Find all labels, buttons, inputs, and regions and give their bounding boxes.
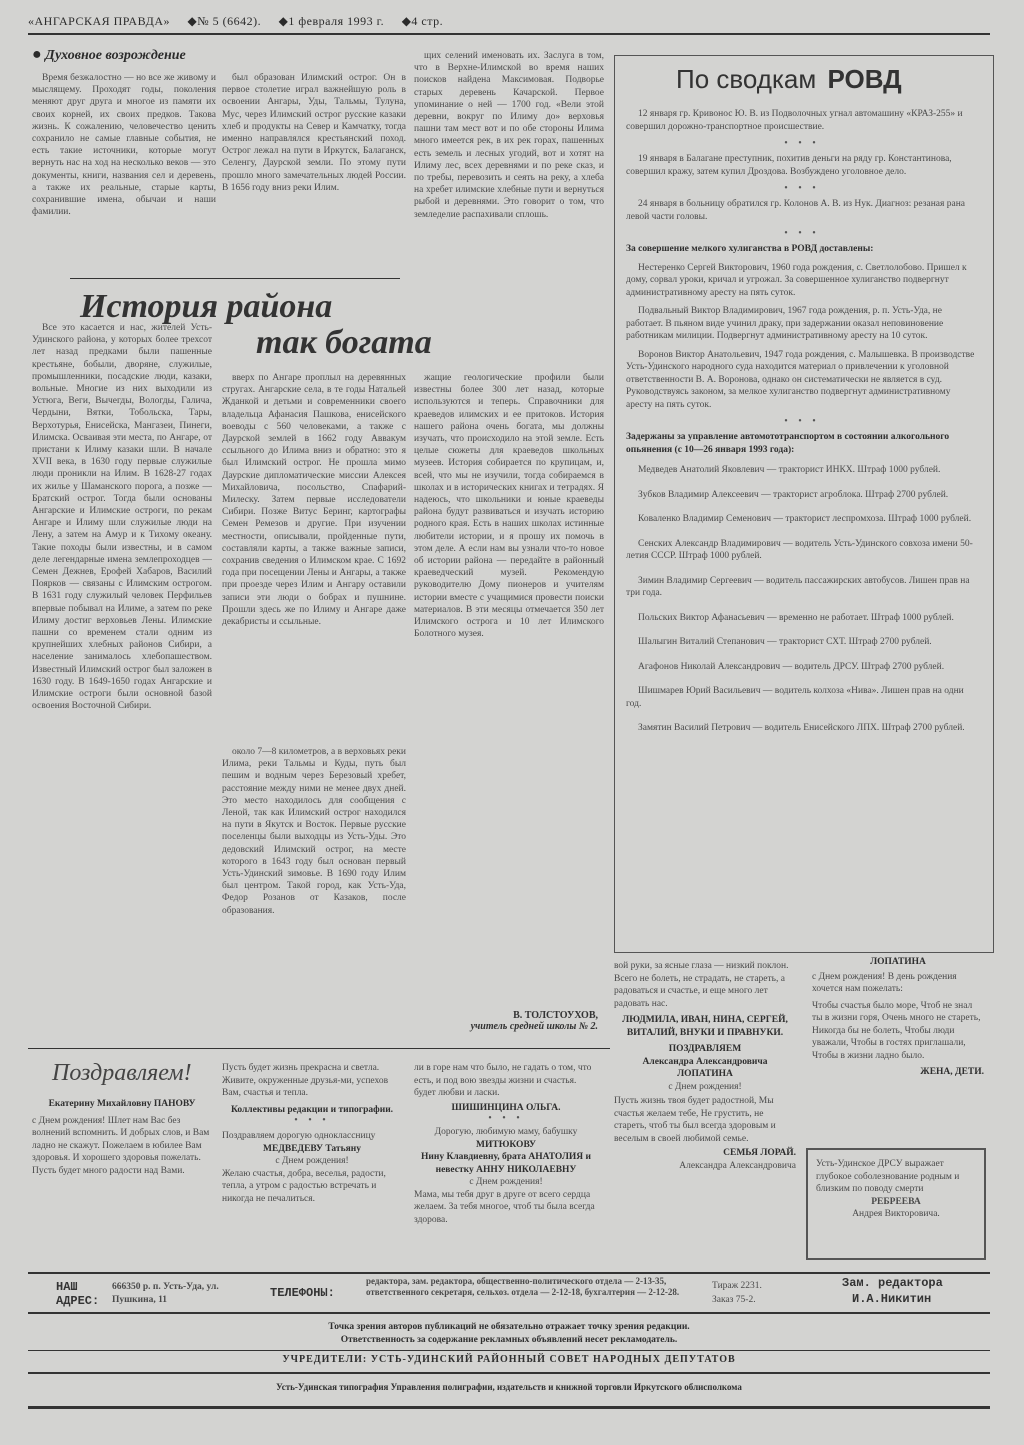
drunk-entry: Агафонов Николай Александрович — водитель ДРСУ. Штраф 2700 рублей. bbox=[638, 661, 945, 672]
hooligans-heading: За совершение мелкого хулиганства в РОВД доставлены: bbox=[626, 244, 874, 254]
greeting-text: Дорогую, любимую маму, бабушку bbox=[434, 1127, 578, 1137]
greeting-occasion: с Днем рождения! bbox=[668, 1081, 742, 1092]
history-column-2a: вверх по Ангаре проплыл на деревянных стругах. Ангарские села, в те годы Натальей Жданкой и детьми и современники своего владельца Афанасия Пашкова, енисейского воеводы с 560 человеками, а также с Даурской землей в 1662 году Аввакум ссыльного до Илима вниз и обратно: это я был Илимский острог. Не прошла мимо Даурские дипломатические миссии Алексея Михайловича, посольство, Спафарий-Милеску. Затем первые исследователи Сибири. Позже Витус Беринг, картографы Семен Ремезов и другие. При изучении местности, описывали, пройденные пути, составляли карты, а также важные записи, сохранив сведения о Илимском крае. С 1692 года при посещении Лены и Ангары, а также при проезде через Илим и Ангару оставили записи эти люди о бобрах и пушнине. Прошли здесь же по Илиму и Ангаре даже декабристы и ссыльные. bbox=[222, 373, 406, 628]
footer-rule-3 bbox=[28, 1350, 990, 1351]
hooligan-entry: Воронов Виктор Анатольевич, 1947 года рождения, с. Малышевка. В производстве Усть-Удинского народного суда находится материал о привлечении к уголовной ответственности В. А. Воронова, однако он систематически не является в суд. Руководствуясь законом, за мелкое хулиганство подвергнут административному аресту на пять суток. bbox=[626, 349, 975, 410]
history-column-3: жащие геологические профили были известны более 300 лет назад, которые используются и теперь. Справочники для краеведов илимских и ее притоков. История нашего района очень богата, мы должны изучать, что происходило на этой земле. Есть целые сюжеты для краеведов школьных музеев. История собирается по крупицам, и, всей, что мы не изучили, тогда собираемся в школах и в исторических книгах и тетрадях. Я надеюсь, что школьники и юные краеведы района будут развиваться и изучать историю родного края. Есть в наших школах истинные любители истории, и я прошу их помочь в этом деле. А если нам вы узнали что-то новое об истории района — передайте в районный краеведческий музей. Рекомендую руководителю Дому пионеров и учителям истории вместе с учащимися провести поиски материалов. В эти месяцы отмечается 350 лет Илимского острога и 10 лет Илимского Болотного музея. bbox=[414, 373, 604, 640]
separator-dots: • • • bbox=[784, 416, 820, 427]
greeting-from-line: Александра Александровича bbox=[679, 1160, 796, 1171]
spiritual-column-3: щих селений именовать их. Заслуга в том, что в Верхне-Илимской во время наших поисков найдена Максимовая. Подворье старых деревень Качарской. Первое упоминание о ней — 1700 год. «Вели этой деревни, вокруг по Илиму до» верховья пашни там мест вот и по обе стороны Илима много имеется рек, в их рек горах, пашенных есть земель и лесных угодий, вот и хотят на Илиму лес, всех деревнями и по реке сказ, и по требы, перевозить и сеять на реку, а хлеба на хребет илимские хлебные пути и вернуться рыбой и деревнями. Это говорит о том, что земледелие распахивали сплошь. bbox=[414, 51, 604, 220]
congrats-label: ПОЗДРАВЛЯЕМ bbox=[668, 1044, 742, 1054]
greeting-occasion: с Днем рождения! bbox=[275, 1156, 349, 1166]
section-rule bbox=[28, 1048, 610, 1049]
issue-number: ◆№ 5 (6642). bbox=[187, 14, 262, 28]
rovd-item: 19 января в Балагане преступник, похитив деньги на ряду гр. Константинова, совершил кражу, затем купил Дроздова. Возбуждено уголовное дело. bbox=[626, 154, 952, 177]
spiritual-column-1: Время безжалостно — но все же живому и мыслящему. Проходят годы, поколения меняют друг друга и многое из памяти их своих корней, их своих предков. Такова жизнь. К сожалению, человечество ценить сохранило не самые главные события, не есть такие источники, которые могут вернуть нас на ход на несколько веков — это документы, книги, названия сел и деревень, а также их реальные, старые карты, сохранившие имена, обычаи и наши фамилии. bbox=[32, 73, 216, 218]
history-column-1: Все это касается и нас, жителей Усть-Удинского района, у которых более трехсот лет назад предками были пашенные крестьяне, бобыли, дворяне, служилые, промышленники, посадские люди, казаки, вольные. Многие из них выходили из Устюга, Веги, Вычегды, Вологды, Галича, Чердыни, Вятки, Тобольска, Тары, Верхотурья, Енисейска, Мангазеи, Пинеги, Илимска. Осваивая эти места, по Ангаре, от пристани к Илиму казаки шли. В начале XVII века, в 1630 году первые служилые люди проникли на Илим. В 1628-27 годах их жилье у Шаманского порога, а позже — Братский острог. Тогда были основаны Ангарские и Илимские остроги, по рекам Ангаре и Илиму шли служилые люди на Лену, а затем на Амур и к Тихому океану. Такие походы были известны, и в самом деле легендарные имена землепроходцев — Семен Дежнев, Ерофей Хабаров, Василий Поярков — связаны с Илимским острогом. В 1631 году служилый человек Перфильев впервые побывал на Илиме, а затем по реке Илиму достиг верховьев Лены. Илимские пашни со временем стали одним из крупнейших хлебных районов Сибири, а население занималось хлебопашеством. Известный Илимский острог был заложен в 1630 году. В 1649-1650 годах Ангарские и Илимские остроги были основной базой освоения Восточной Сибири. bbox=[32, 323, 212, 712]
deputy-name: И.А.Никитин bbox=[852, 1292, 932, 1306]
lopatin-poem: Чтобы счастья было море, Чтоб не знал ты в жизни горя, Очень много не стареть, Никогда бы не болеть, Чтобы люди уважали, Чтобы в гостях приглашали, Чтобы в жизни ладно было. bbox=[812, 1000, 981, 1061]
greeting-family bbox=[614, 960, 796, 1172]
greeting-team bbox=[222, 1062, 402, 1205]
greeting-poem: Пусть жизнь твоя будет радостной, Мы счастья желаем тебе, Не грустить, не стареть, чтоб ты был всегда здоровым и веселым в своей любимой семье. bbox=[614, 1096, 776, 1144]
condolence-text: Усть-Удинское ДРСУ выражает глубокое соболезнование родным и близким по поводу смерти bbox=[816, 1159, 960, 1194]
condolence-box bbox=[806, 1148, 986, 1260]
greeting-name: МИТЮКОВУ bbox=[476, 1139, 536, 1150]
rovd-content bbox=[626, 108, 978, 735]
drunk-entry: Зимин Владимир Сергеевич — водитель пассажирских автобусов. Лишен прав на три года. bbox=[626, 575, 970, 598]
drunk-entry: Шишмарев Юрий Васильевич — водитель колхоза «Нива». Лишен прав на одни год. bbox=[626, 686, 964, 709]
founders-line: УЧРЕДИТЕЛИ: УСТЬ-УДИНСКИЙ РАЙОННЫЙ СОВЕТ НАРОДНЫХ ДЕПУТАТОВ bbox=[282, 1354, 736, 1365]
greeting-lopatin bbox=[812, 956, 984, 1079]
separator-dots: • • • bbox=[488, 1113, 524, 1124]
newspaper-name: «АНГАРСКАЯ ПРАВДА» bbox=[28, 14, 170, 28]
greeting-name: МЕДВЕДЕВУ Татьяну bbox=[263, 1143, 361, 1154]
greeting-text: Мама, мы тебя друг в друге от всего сердца желаем. За тебя многое, чтоб ты была всегда здорова. bbox=[414, 1189, 595, 1225]
address-label: НАШ АДРЕС: bbox=[56, 1280, 100, 1308]
footer-rule-bottom bbox=[28, 1406, 990, 1409]
greeting-text: Желаю счастья, добра, веселья, радости, тепла, а утром с радостью встречать и никогда не печалиться. bbox=[222, 1168, 386, 1204]
lopatin-from: ЖЕНА, ДЕТИ. bbox=[920, 1067, 984, 1077]
masthead-line bbox=[28, 14, 1003, 29]
drunk-heading: Задержаны за управление автомототранспортом в состоянии алкогольного опьянения (с 10—26 января 1993 года): bbox=[626, 432, 950, 455]
greeting-text: Поздравляем дорогую одноклассницу bbox=[222, 1131, 376, 1141]
greeting-text: ли в горе нам что было, не гадать о том, что есть, и под вою звезды жизни и счастья. будет любви и ласки. bbox=[414, 1063, 592, 1098]
author-name: В. ТОЛСТОУХОВ, bbox=[513, 1010, 598, 1021]
header-rule bbox=[28, 33, 990, 35]
printer-line: Усть-Удинская типография Управления полиграфии, издательств и книжной торговли Иркутского облисполкома bbox=[276, 1382, 742, 1392]
separator-dots: • • • bbox=[784, 228, 820, 239]
greeting-subnames: Нину Клавдиевну, брата АНАТОЛИЯ и невестку АННУ НИКОЛАЕВНУ bbox=[421, 1152, 591, 1175]
footer-rule-mid bbox=[28, 1312, 990, 1314]
issue-date: ◆1 февраля 1993 г. bbox=[278, 14, 385, 28]
hooligan-entry: Подвальный Виктор Владимирович, 1967 года рождения, р. п. Усть-Уда, не работает. В пьяном виде учинил драку, при задержании оказал неповиновение работникам милиции. Подвергнут административному аресту на 10 суток. bbox=[626, 306, 944, 341]
bullet-icon: ● bbox=[32, 46, 42, 63]
spiritual-column-2: был образован Илимский острог. Он в первое столетие играл важнейшую роль в освоении Ангары, Уды, Тальмы, Тулуна, Мус, через Илимский острог русские казаки хлеб и продукты на Север и Камчатку, тогда именно направлялся крестьянский поход. Острог лежал на пути в Иркутск, Балаганск, Селенгу, Даурской земли. По этому пути прошло много замечательных людей России. В 1656 году вниз реки Илим. bbox=[222, 73, 406, 193]
greeting-panova bbox=[32, 1098, 212, 1177]
disclaimer-1: Точка зрения авторов публикаций не обязательно отражает точку зрения редакции. bbox=[328, 1322, 690, 1332]
circulation: Тираж 2231. bbox=[712, 1281, 762, 1291]
condolence-name-2: Андрея Викторовича. bbox=[852, 1209, 940, 1219]
footer-rule-top bbox=[28, 1272, 990, 1274]
history-signature bbox=[414, 1010, 598, 1032]
drunk-entry: Польских Виктор Афанасьевич — временно не работает. Штраф 1000 рублей. bbox=[638, 612, 954, 623]
drunk-entry: Замятин Василий Петрович — водитель Енисейского ЛПХ. Штраф 2700 рублей. bbox=[638, 723, 965, 733]
greeting-recipient: Александра Александровича ЛОПАТИНА bbox=[642, 1056, 768, 1079]
lopatin-heading: ЛОПАТИНА bbox=[870, 957, 926, 967]
disclaimer-2: Ответственность за содержание рекламных объявлений несет рекламодатель. bbox=[340, 1335, 678, 1345]
footer-rule-4 bbox=[28, 1372, 990, 1374]
greeting-signers: ЛЮДМИЛА, ИВАН, НИНА, СЕРГЕЙ, ВИТАЛИЙ, ВНУКИ И ПРАВНУКИ. bbox=[622, 1015, 788, 1038]
greeting-text: Пусть будет жизнь прекрасна и светла. Живите, окруженные друзья-ми, успехов Вам, счастья и тепла. bbox=[222, 1063, 389, 1098]
greeting-poem: вой руки, за ясные глаза — низкий поклон. Всего не болеть, не страдать, не стареть, а радоваться и счастье, и еще много лет радовать нас. bbox=[614, 961, 789, 1009]
drunk-entry: Зубков Владимир Алексеевич — тракторист агроблока. Штраф 2700 рублей. bbox=[638, 489, 949, 500]
greeting-name: Екатерину Михайловну ПАНОВУ bbox=[48, 1099, 196, 1109]
author-role: учитель средней школы № 2. bbox=[470, 1021, 598, 1032]
address-text: 666350 р. п. Усть-Уда, ул. Пушкина, 11 bbox=[112, 1282, 219, 1305]
lopatin-occasion: с Днем рождения! В день рождения хочется нам пожелать: bbox=[812, 971, 957, 994]
separator-dots: • • • bbox=[784, 138, 820, 149]
history-column-2b: около 7—8 километров, а в верховьях реки Илима, реки Тальмы и Куды, путь был пешим и водным через Березовый хребет, расстояние между ними не менее двух дней. Это место находилось для сообщения с Леной, так как Илимский острог находился на пути в Якутск и Восток. Первые русские поселенцы были выходцы из Усть-Уды. Это дедовский Илимский острог, на месте которого в 1643 году был основан первый Усть-Удинский зимовье. В 1690 году Илим был центром. Такой город, как Усть-Уда, Федор Розанов от Казаков, после образования. bbox=[222, 747, 406, 916]
deputy-label: Зам. редактора bbox=[842, 1276, 943, 1290]
greeting-occasion: с Днем рождения! bbox=[469, 1177, 543, 1187]
greeting-from: ШИШИНЦИНА ОЛЬГА. bbox=[451, 1102, 561, 1113]
greeting-from: СЕМЬЯ ЛОРАЙ. bbox=[723, 1148, 796, 1158]
condolence-name: РЕБРЕЕВА bbox=[871, 1196, 921, 1207]
order-number: Заказ 75-2. bbox=[712, 1295, 756, 1305]
greetings-script-title: Поздравляем! bbox=[52, 1060, 192, 1086]
title-rule bbox=[70, 278, 400, 279]
rovd-item: 12 января гр. Кривонос Ю. В. из Подволочных угнал автомашину «КРАЗ-255» и совершил дорожно-транспортное происшествие. bbox=[626, 109, 963, 132]
separator-dots: • • • bbox=[294, 1115, 330, 1126]
history-title-line2: так богата bbox=[256, 324, 432, 361]
page-count: ◆4 стр. bbox=[401, 14, 444, 28]
history-title-line1: История района bbox=[80, 288, 333, 325]
rovd-title: По сводкам РОВД bbox=[676, 64, 902, 94]
greeting-mitukova bbox=[414, 1062, 598, 1226]
greeting-text: с Днем рождения! Шлет нам Вас без волнений вспомнить. И добрых слов, и Вам ладно не скажут. Пожелаем в юбилее Вам здоровья. И хорошего здоровья пожелать. Пусть будет много радости над Вами. bbox=[32, 1115, 210, 1176]
phones-text: редактора, зам. редактора, общественно-политического отдела — 2-13-35, ответственного секретаря, сельхоз. отдела — 2-12-18, бухгалтерия — 2-12-28. bbox=[366, 1276, 680, 1297]
drunk-entry: Шалыгин Виталий Степанович — тракторист СХТ. Штраф 2700 рублей. bbox=[638, 637, 932, 647]
spiritual-heading: ● Духовное возрождение bbox=[32, 46, 186, 63]
hooligan-entry: Нестеренко Сергей Викторович, 1960 года рождения, с. Светлолобово. Пришел к дому, сорвал уроки, кричал и угрожал. За совершенное хулиганство подвергнут административному аресту на пять суток. bbox=[626, 262, 967, 298]
drunk-entry: Сенских Александр Владимирович — водитель Усть-Удинского совхоза имени 50-летия СССР. Штраф 1000 рублей. bbox=[626, 538, 973, 561]
separator-dots: • • • bbox=[784, 183, 820, 194]
drunk-entry: Медведев Анатолий Яковлевич — тракторист ИНКХ. Штраф 1000 рублей. bbox=[638, 465, 941, 475]
greeting-from: Коллективы редакции и типографии. bbox=[230, 1104, 394, 1115]
drunk-entry: Коваленко Владимир Семенович — тракторист леспромхоза. Штраф 1000 рублей. bbox=[638, 514, 972, 524]
phones-label: ТЕЛЕФОНЫ: bbox=[270, 1286, 335, 1300]
rovd-item: 24 января в больницу обратился гр. Колонов А. В. из Нук. Диагноз: резаная рана левой части головы. bbox=[626, 199, 966, 222]
